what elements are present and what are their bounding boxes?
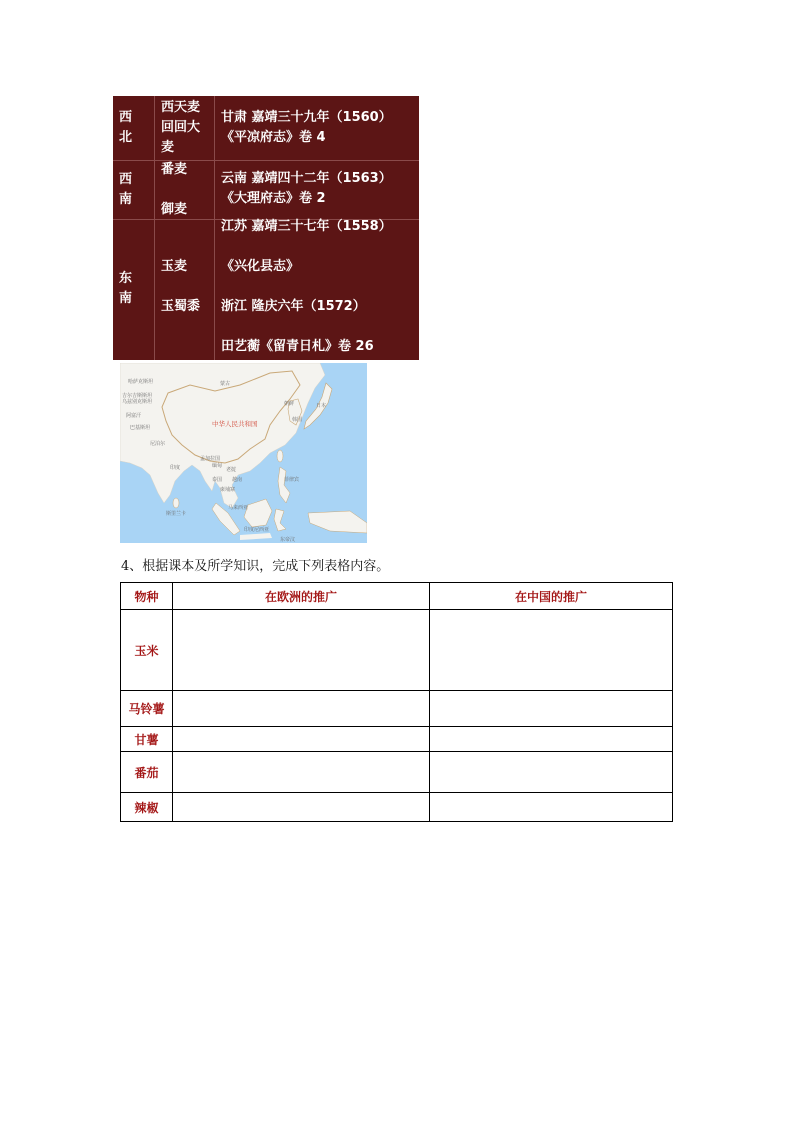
question-text: 4、根据课本及所学知识，完成下列表格内容。 xyxy=(121,559,390,574)
map-label: 韩国 xyxy=(292,417,303,423)
source-line: 《兴化县志》 xyxy=(221,259,300,274)
map-label: 乌兹别克斯坦 xyxy=(122,399,153,405)
table-row xyxy=(121,610,673,691)
region-char: 南 xyxy=(119,192,133,207)
crop-name xyxy=(161,277,213,297)
species-cell: 马铃薯 xyxy=(121,691,173,727)
map-label: 缅甸 xyxy=(212,463,223,469)
map-graphic xyxy=(120,363,367,543)
crop-name: 西天麦 xyxy=(161,100,201,115)
map-label: 老挝 xyxy=(226,467,237,473)
europe-answer-cell[interactable] xyxy=(173,610,430,691)
map-label: 尼泊尔 xyxy=(150,441,166,447)
europe-answer-cell[interactable] xyxy=(173,727,430,752)
source-line: 浙江 隆庆六年（1572） xyxy=(221,299,366,314)
map-label: 越南 xyxy=(232,477,243,483)
map-label: 印度尼西亚 xyxy=(244,527,270,533)
crop-name: 玉麦 xyxy=(161,259,188,274)
asia-map xyxy=(120,363,367,543)
map-label: 马来西亚 xyxy=(228,505,249,511)
region-char: 南 xyxy=(119,291,133,306)
europe-answer-cell[interactable] xyxy=(173,691,430,727)
map-label: 菲律宾 xyxy=(284,477,300,483)
answer-table xyxy=(120,582,673,822)
region-char: 西 xyxy=(119,172,133,187)
source-line: 甘肃 嘉靖三十九年（1560） xyxy=(221,110,392,125)
map-label: 印度 xyxy=(170,465,181,471)
map-label: 哈萨克斯坦 xyxy=(128,379,154,385)
table-row xyxy=(113,96,419,161)
table-row xyxy=(113,219,419,360)
taiwan-island xyxy=(277,450,283,462)
hainan-island xyxy=(245,465,251,470)
table-header-row xyxy=(121,583,673,610)
map-label: 斯里兰卡 xyxy=(166,511,187,517)
region-char: 北 xyxy=(119,130,133,145)
map-label-china: 中华人民共和国 xyxy=(212,420,258,428)
china-answer-cell[interactable] xyxy=(430,752,673,793)
china-answer-cell[interactable] xyxy=(430,727,673,752)
crop-name-cell xyxy=(161,160,213,220)
history-table xyxy=(113,96,419,360)
china-answer-cell[interactable] xyxy=(430,793,673,822)
map-label: 朝鲜 xyxy=(284,401,295,407)
sri-lanka-island xyxy=(173,498,179,508)
region-cell xyxy=(119,108,149,148)
header-species: 物种 xyxy=(121,583,173,610)
map-label: 阿富汗 xyxy=(126,413,142,419)
source-cell xyxy=(221,217,417,357)
china-answer-cell[interactable] xyxy=(430,691,673,727)
source-line: 《大理府志》卷 2 xyxy=(221,191,326,206)
map-label: 东帝汶 xyxy=(280,537,296,543)
source-line xyxy=(221,317,417,337)
region-cell xyxy=(119,269,149,309)
source-line: 江苏 嘉靖三十七年（1558） xyxy=(221,219,392,234)
crop-name-cell xyxy=(161,98,213,158)
map-label: 巴基斯坦 xyxy=(130,425,151,431)
table-row xyxy=(121,793,673,822)
map-label: 日本 xyxy=(316,403,327,409)
region-char: 西 xyxy=(119,110,133,125)
source-cell xyxy=(221,169,417,209)
map-label: 孟加拉国 xyxy=(200,456,221,462)
europe-answer-cell[interactable] xyxy=(173,793,430,822)
table-row xyxy=(121,752,673,793)
species-cell: 番茄 xyxy=(121,752,173,793)
map-label: 柬埔寨 xyxy=(220,487,236,493)
species-cell: 玉米 xyxy=(121,610,173,691)
source-line: 田艺蘅《留青日札》卷 26 xyxy=(221,339,374,354)
source-line xyxy=(221,237,417,257)
crop-name xyxy=(161,180,213,200)
map-label: 吉尔吉斯斯坦 xyxy=(122,393,153,399)
region-cell xyxy=(119,170,149,210)
map-label: 泰国 xyxy=(212,477,223,483)
header-europe: 在欧洲的推广 xyxy=(173,583,430,610)
crop-name: 御麦 xyxy=(161,202,188,217)
crop-name: 麦 xyxy=(161,140,175,155)
source-line: 云南 嘉靖四十二年（1563） xyxy=(221,171,392,186)
crop-name: 玉蜀黍 xyxy=(161,299,201,314)
source-line xyxy=(221,277,417,297)
header-china: 在中国的推广 xyxy=(430,583,673,610)
species-cell: 辣椒 xyxy=(121,793,173,822)
species-cell: 甘薯 xyxy=(121,727,173,752)
region-char: 东 xyxy=(119,271,133,286)
china-answer-cell[interactable] xyxy=(430,610,673,691)
crop-name: 番麦 xyxy=(161,162,188,177)
crop-name: 回回大 xyxy=(161,120,201,135)
europe-answer-cell[interactable] xyxy=(173,752,430,793)
table-row xyxy=(113,160,419,220)
map-label: 蒙古 xyxy=(220,381,231,387)
table-row xyxy=(121,727,673,752)
source-cell xyxy=(221,108,417,148)
crop-name-cell xyxy=(161,257,213,317)
table-row xyxy=(121,691,673,727)
source-line: 《平凉府志》卷 4 xyxy=(221,130,326,145)
